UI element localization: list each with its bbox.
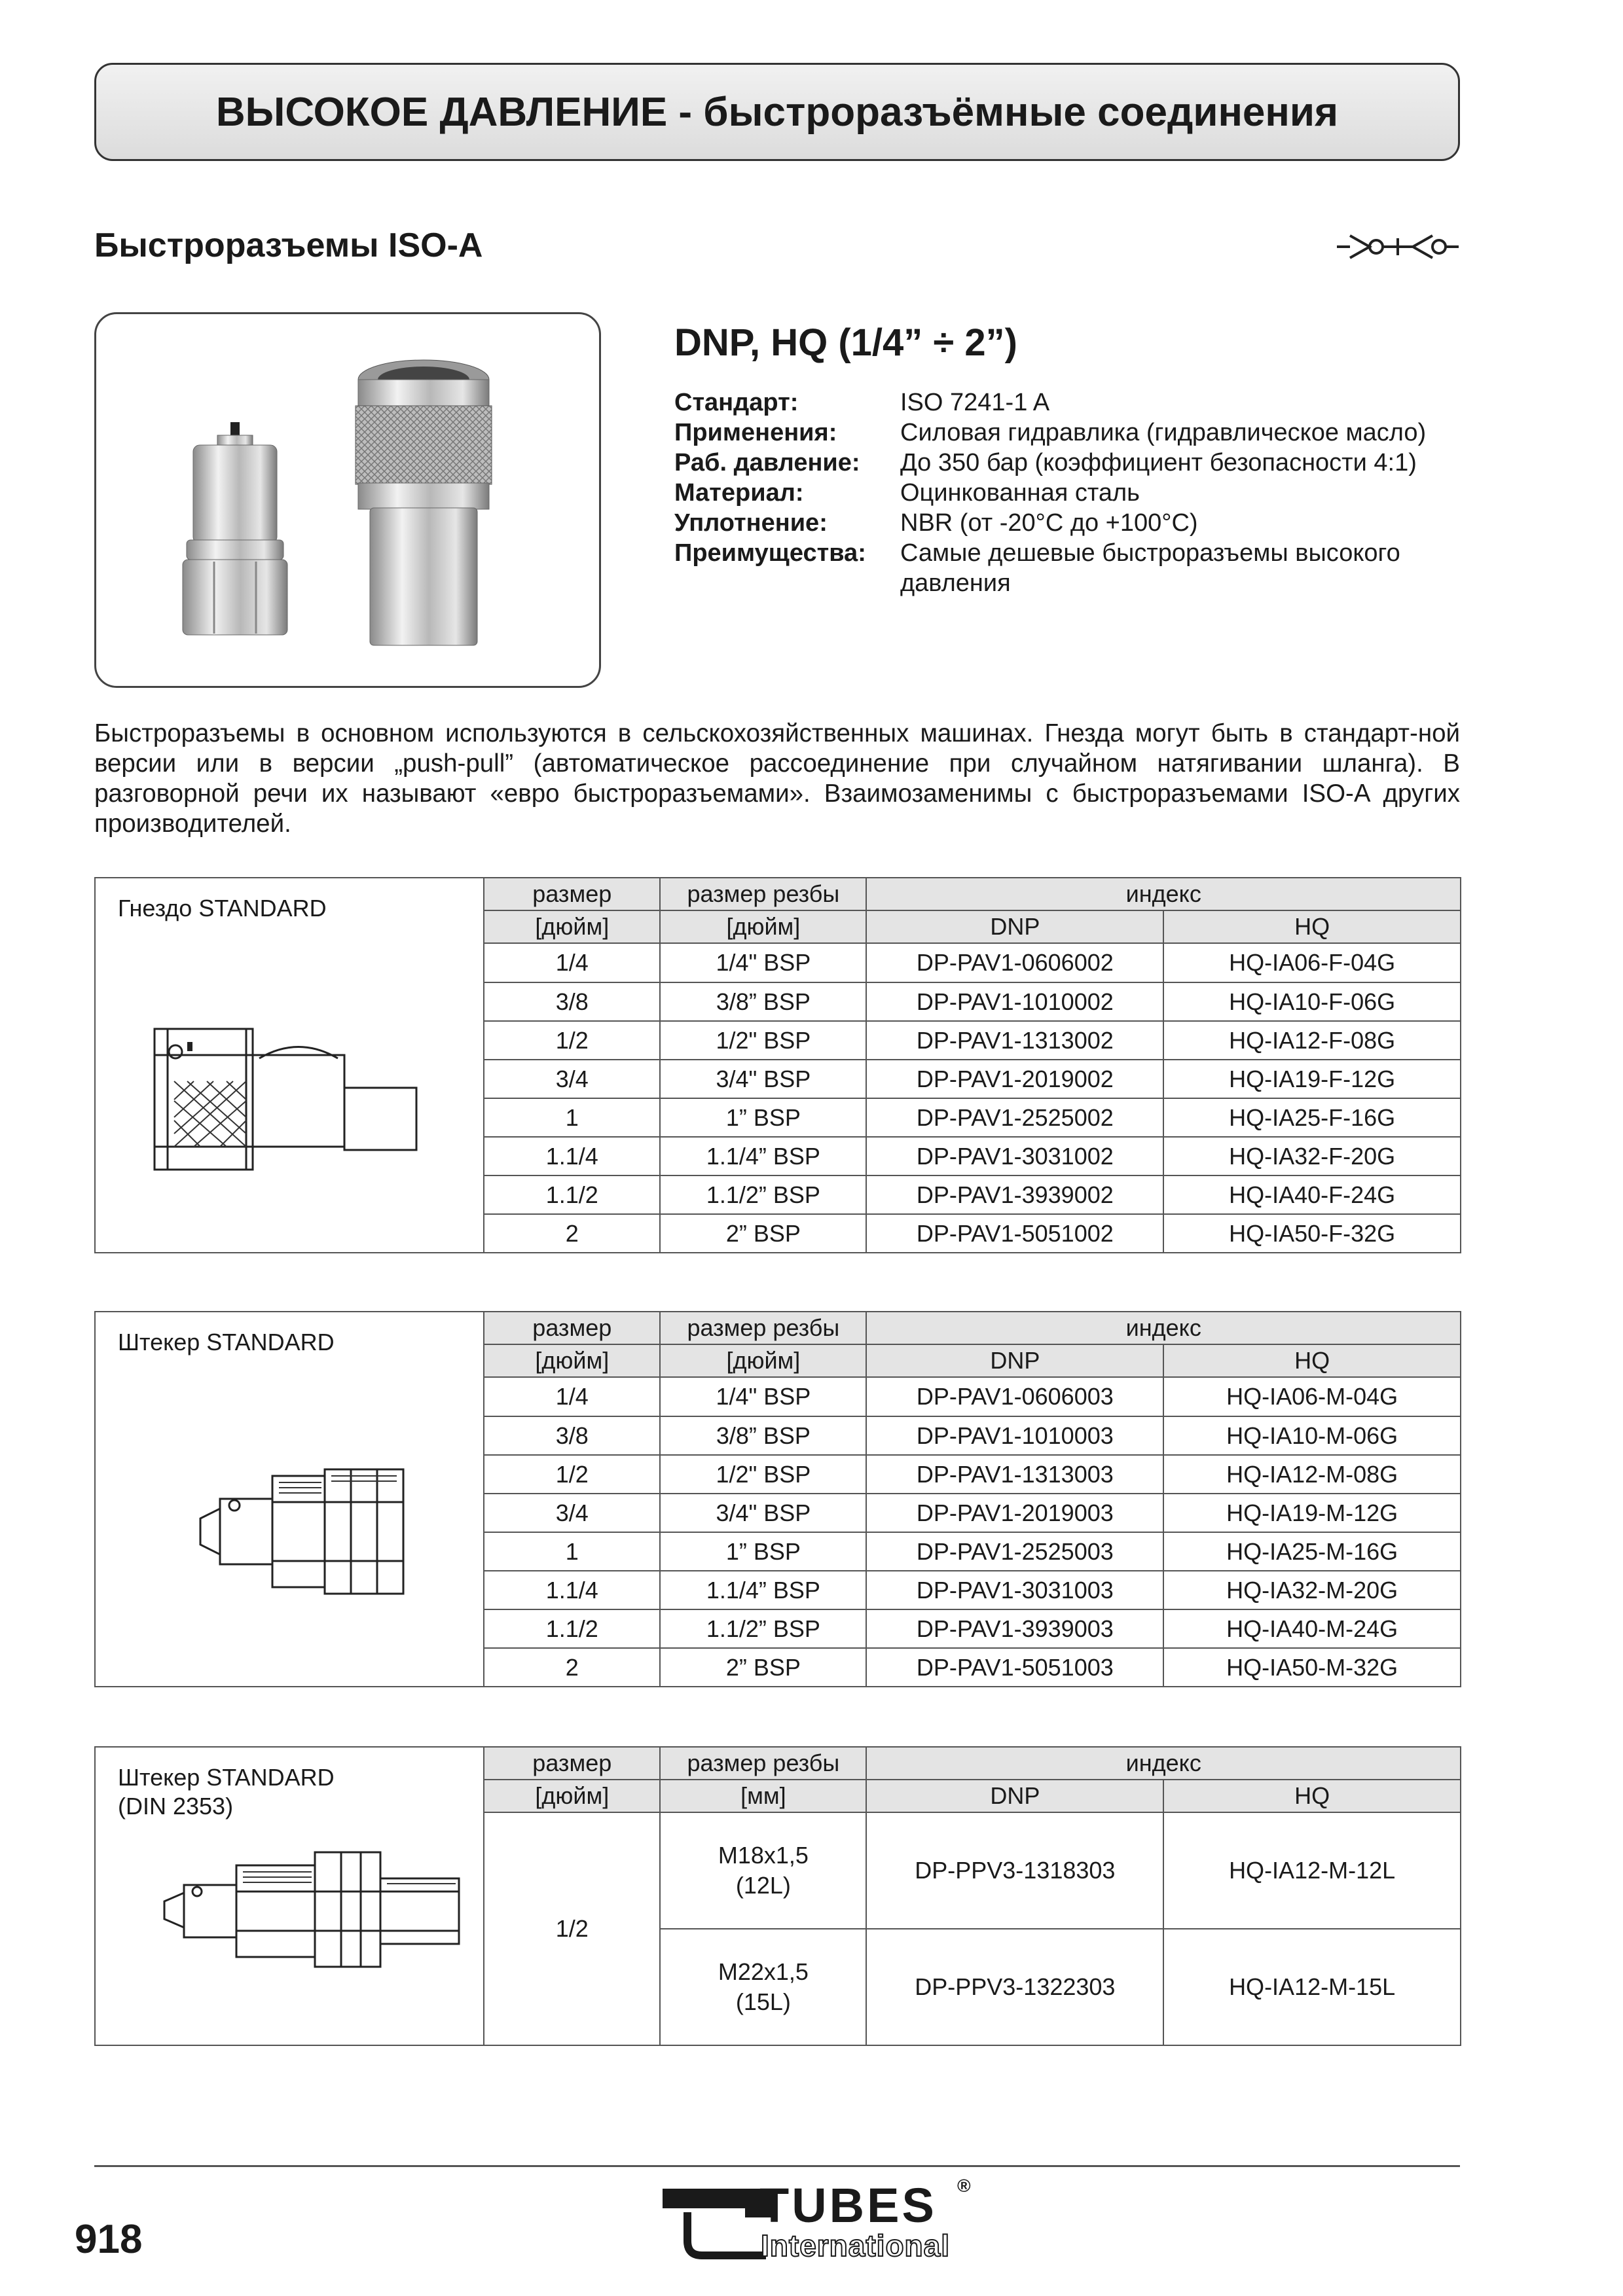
table-row: 1/2 M18x1,5 (12L) DP-PPV3-1318303 HQ-IA12-M-12L <box>95 1812 1461 1929</box>
column-header-dnp: DNP <box>866 910 1163 943</box>
column-header-size: размер <box>484 1747 660 1780</box>
table-row: 1.1/4 1.1/4” BSP DP-PAV1-3031002 HQ-IA32-F-20G <box>95 1137 1461 1175</box>
page-number: 918 <box>75 2217 143 2262</box>
table-row: 2 2” BSP DP-PAV1-5051002 HQ-IA50-F-32G <box>95 1214 1461 1253</box>
column-header-size: размер <box>484 1312 660 1344</box>
column-header-dnp: DNP <box>866 1780 1163 1812</box>
column-header-dnp: DNP <box>866 1344 1163 1377</box>
table-name: Штекер STANDARD (DIN 2353) <box>118 1764 335 1820</box>
product-photo-frame <box>94 312 601 688</box>
column-header-index: индекс <box>866 1312 1461 1344</box>
socket-standard-table <box>94 877 1461 1253</box>
table-description-cell <box>95 1747 484 2045</box>
column-header-index: индекс <box>866 878 1461 910</box>
column-header-hq: HQ <box>1163 910 1461 943</box>
table-name: Гнездо STANDARD <box>118 895 327 922</box>
coupling-symbol-icon <box>1336 230 1460 263</box>
product-title: DNP, HQ (1/4” ÷ 2”) <box>674 321 1017 364</box>
socket-drawing <box>148 1016 423 1186</box>
table-row: 1/2 1/2" BSP DP-PAV1-1313002 HQ-IA12-F-08G <box>95 1021 1461 1060</box>
column-header-thread-unit: [дюйм] <box>660 1344 866 1377</box>
page-title: ВЫСОКОЕ ДАВЛЕНИЕ - быстроразъёмные соединения <box>215 89 1339 135</box>
table-name: Штекер STANDARD <box>118 1329 335 1355</box>
column-header-hq: HQ <box>1163 1344 1461 1377</box>
registered-mark: ® <box>957 2176 971 2196</box>
column-header-size-unit: [дюйм] <box>484 1780 660 1812</box>
plug-drawing <box>194 1463 416 1600</box>
table-row: 3/4 3/4" BSP DP-PAV1-2019002 HQ-IA19-F-12G <box>95 1060 1461 1098</box>
plug-din-table <box>94 1746 1461 2046</box>
table-row: 3/4 3/4" BSP DP-PAV1-2019003 HQ-IA19-M-12G <box>95 1494 1461 1532</box>
column-header-thread: размер резбы <box>660 1312 866 1344</box>
table-row: 3/8 3/8” BSP DP-PAV1-1010003 HQ-IA10-M-06G <box>95 1416 1461 1455</box>
column-header-size-unit: [дюйм] <box>484 910 660 943</box>
column-header-hq: HQ <box>1163 1780 1461 1812</box>
column-header-thread-unit: [мм] <box>660 1780 866 1812</box>
table-row: 1.1/2 1.1/2” BSP DP-PAV1-3939002 HQ-IA40-F-24G <box>95 1175 1461 1214</box>
table-row: 3/8 3/8” BSP DP-PAV1-1010002 HQ-IA10-F-06G <box>95 982 1461 1021</box>
table-row: 1/2 1/2" BSP DP-PAV1-1313003 HQ-IA12-M-08G <box>95 1455 1461 1494</box>
table-row: M22x1,5 (15L) DP-PPV3-1322303 HQ-IA12-M-15L <box>95 1929 1461 2045</box>
tubes-logo <box>661 2176 976 2265</box>
column-header-thread: размер резбы <box>660 878 866 910</box>
table-description-cell <box>95 1312 484 1687</box>
table-row: 1 1” BSP DP-PAV1-2525003 HQ-IA25-M-16G <box>95 1532 1461 1571</box>
intro-paragraph: Быстроразъемы в основном используются в сельскохозяйственных машинах. Гнезда могут быть в стандарт-ной версии или в версии „push-pull” (автоматическое рассоединение при случайном натягивании шланга). В разговорной речи их называют «евро быстроразъемами». Взаимозаменимы с быстроразъемами ISO-A других производителей. <box>94 719 1460 838</box>
table-description-cell <box>95 878 484 1253</box>
logo-text: TUBES <box>759 2178 937 2233</box>
table-row: 1.1/4 1.1/4” BSP DP-PAV1-3031003 HQ-IA32-M-20G <box>95 1571 1461 1609</box>
table-row: 2 2” BSP DP-PAV1-5051003 HQ-IA50-M-32G <box>95 1648 1461 1687</box>
header-banner <box>94 63 1460 161</box>
column-header-thread: размер резбы <box>660 1747 866 1780</box>
footer-divider <box>94 2165 1460 2167</box>
plug-standard-table <box>94 1311 1461 1687</box>
table-row: 1 1” BSP DP-PAV1-2525002 HQ-IA25-F-16G <box>95 1098 1461 1137</box>
table-row: 1/4 1/4" BSP DP-PAV1-0606002 HQ-IA06-F-04G <box>95 943 1461 982</box>
column-header-size: размер <box>484 878 660 910</box>
table-row: 1/4 1/4" BSP DP-PAV1-0606003 HQ-IA06-M-04G <box>95 1377 1461 1416</box>
logo-subtext: International <box>761 2229 951 2263</box>
column-header-size-unit: [дюйм] <box>484 1344 660 1377</box>
plug-din-drawing <box>158 1846 465 1970</box>
column-header-thread-unit: [дюйм] <box>660 910 866 943</box>
product-photo <box>96 314 599 686</box>
table-row: 1.1/2 1.1/2” BSP DP-PAV1-3939003 HQ-IA40-M-24G <box>95 1609 1461 1648</box>
section-title: Быстроразъемы ISO-A <box>94 226 483 264</box>
column-header-index: индекс <box>866 1747 1461 1780</box>
